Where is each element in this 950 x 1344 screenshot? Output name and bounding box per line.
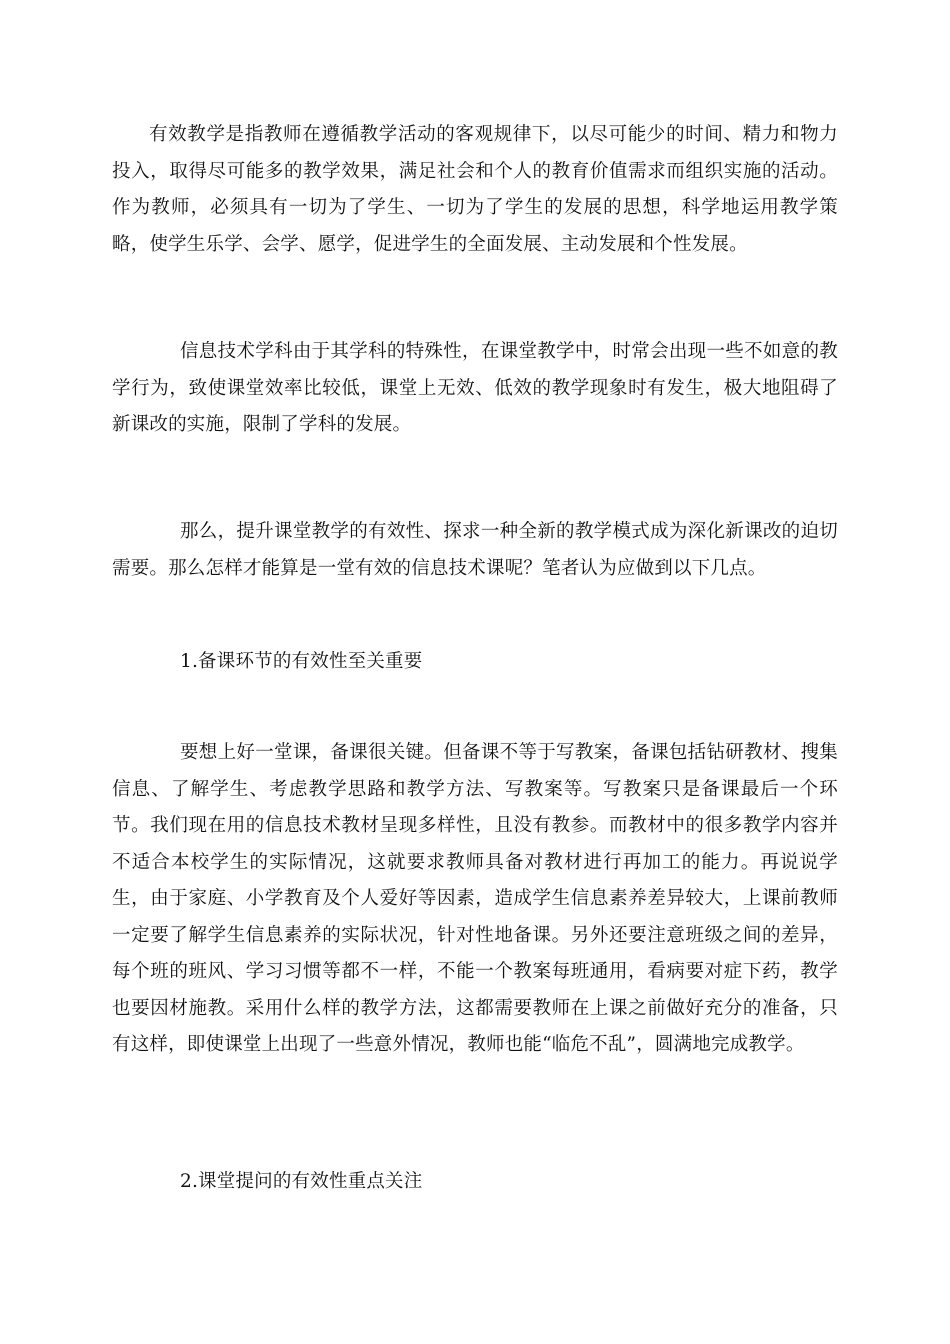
section-heading-lesson-preparation: 1.备课环节的有效性至关重要 xyxy=(180,651,423,672)
paragraph-effective-teaching-definition: 有效教学是指教师在遵循教学活动的客观规律下，以尽可能少的时间、精力和物力投入，取得尽可能多的教学效果，满足社会和个人的教育价值需求而组织实施的活动。作为教师，必须具有一切为了学生、一切为了学生的发展的思想，科学地运用教学策略，使学生乐学、会学、愿学，促进学生的全面发展、主动发展和个性发展。 xyxy=(112,124,838,255)
section-heading-classroom-questioning: 2.课堂提问的有效性重点关注 xyxy=(180,1171,423,1192)
paragraph-improving-effectiveness: 那么，提升课堂教学的有效性、探求一种全新的教学模式成为深化新课改的迫切需要。那么怎样才能算是一堂有效的信息技术课呢？笔者认为应做到以下几点。 xyxy=(112,521,838,579)
paragraph-lesson-preparation: 要想上好一堂课，备课很关键。但备课不等于写教案，备课包括钻研教材、搜集信息、了解学生、考虑教学思路和教学方法、写教案等。写教案只是备课最后一个环节。我们现在用的信息技术教材呈现多样性，且没有教参。而教材中的很多教学内容并不适合本校学生的实际情况，这就要求教师具备对教材进行再加工的能力。再说说学生，由于家庭、小学教育及个人爱好等因素，造成学生信息素养差异较大，上课前教师一定要了解学生信息素养的实际状况，针对性地备课。另外还要注意班级之间的差异，每个班的班风、学习习惯等都不一样，不能一个教案每班通用，看病要对症下药，教学也要因材施教。采用什么样的教学方法，这都需要教师在上课之前做好充分的准备，只有这样，即使课堂上出现了一些意外情况，教师也能“临危不乱”，圆满地完成教学。 xyxy=(112,742,838,1055)
paragraph-it-subject-problems: 信息技术学科由于其学科的特殊性，在课堂教学中，时常会出现一些不如意的教学行为，致使课堂效率比较低，课堂上无效、低效的教学现象时有发生，极大地阻碍了新课改的实施，限制了学科的发展。 xyxy=(112,341,838,435)
